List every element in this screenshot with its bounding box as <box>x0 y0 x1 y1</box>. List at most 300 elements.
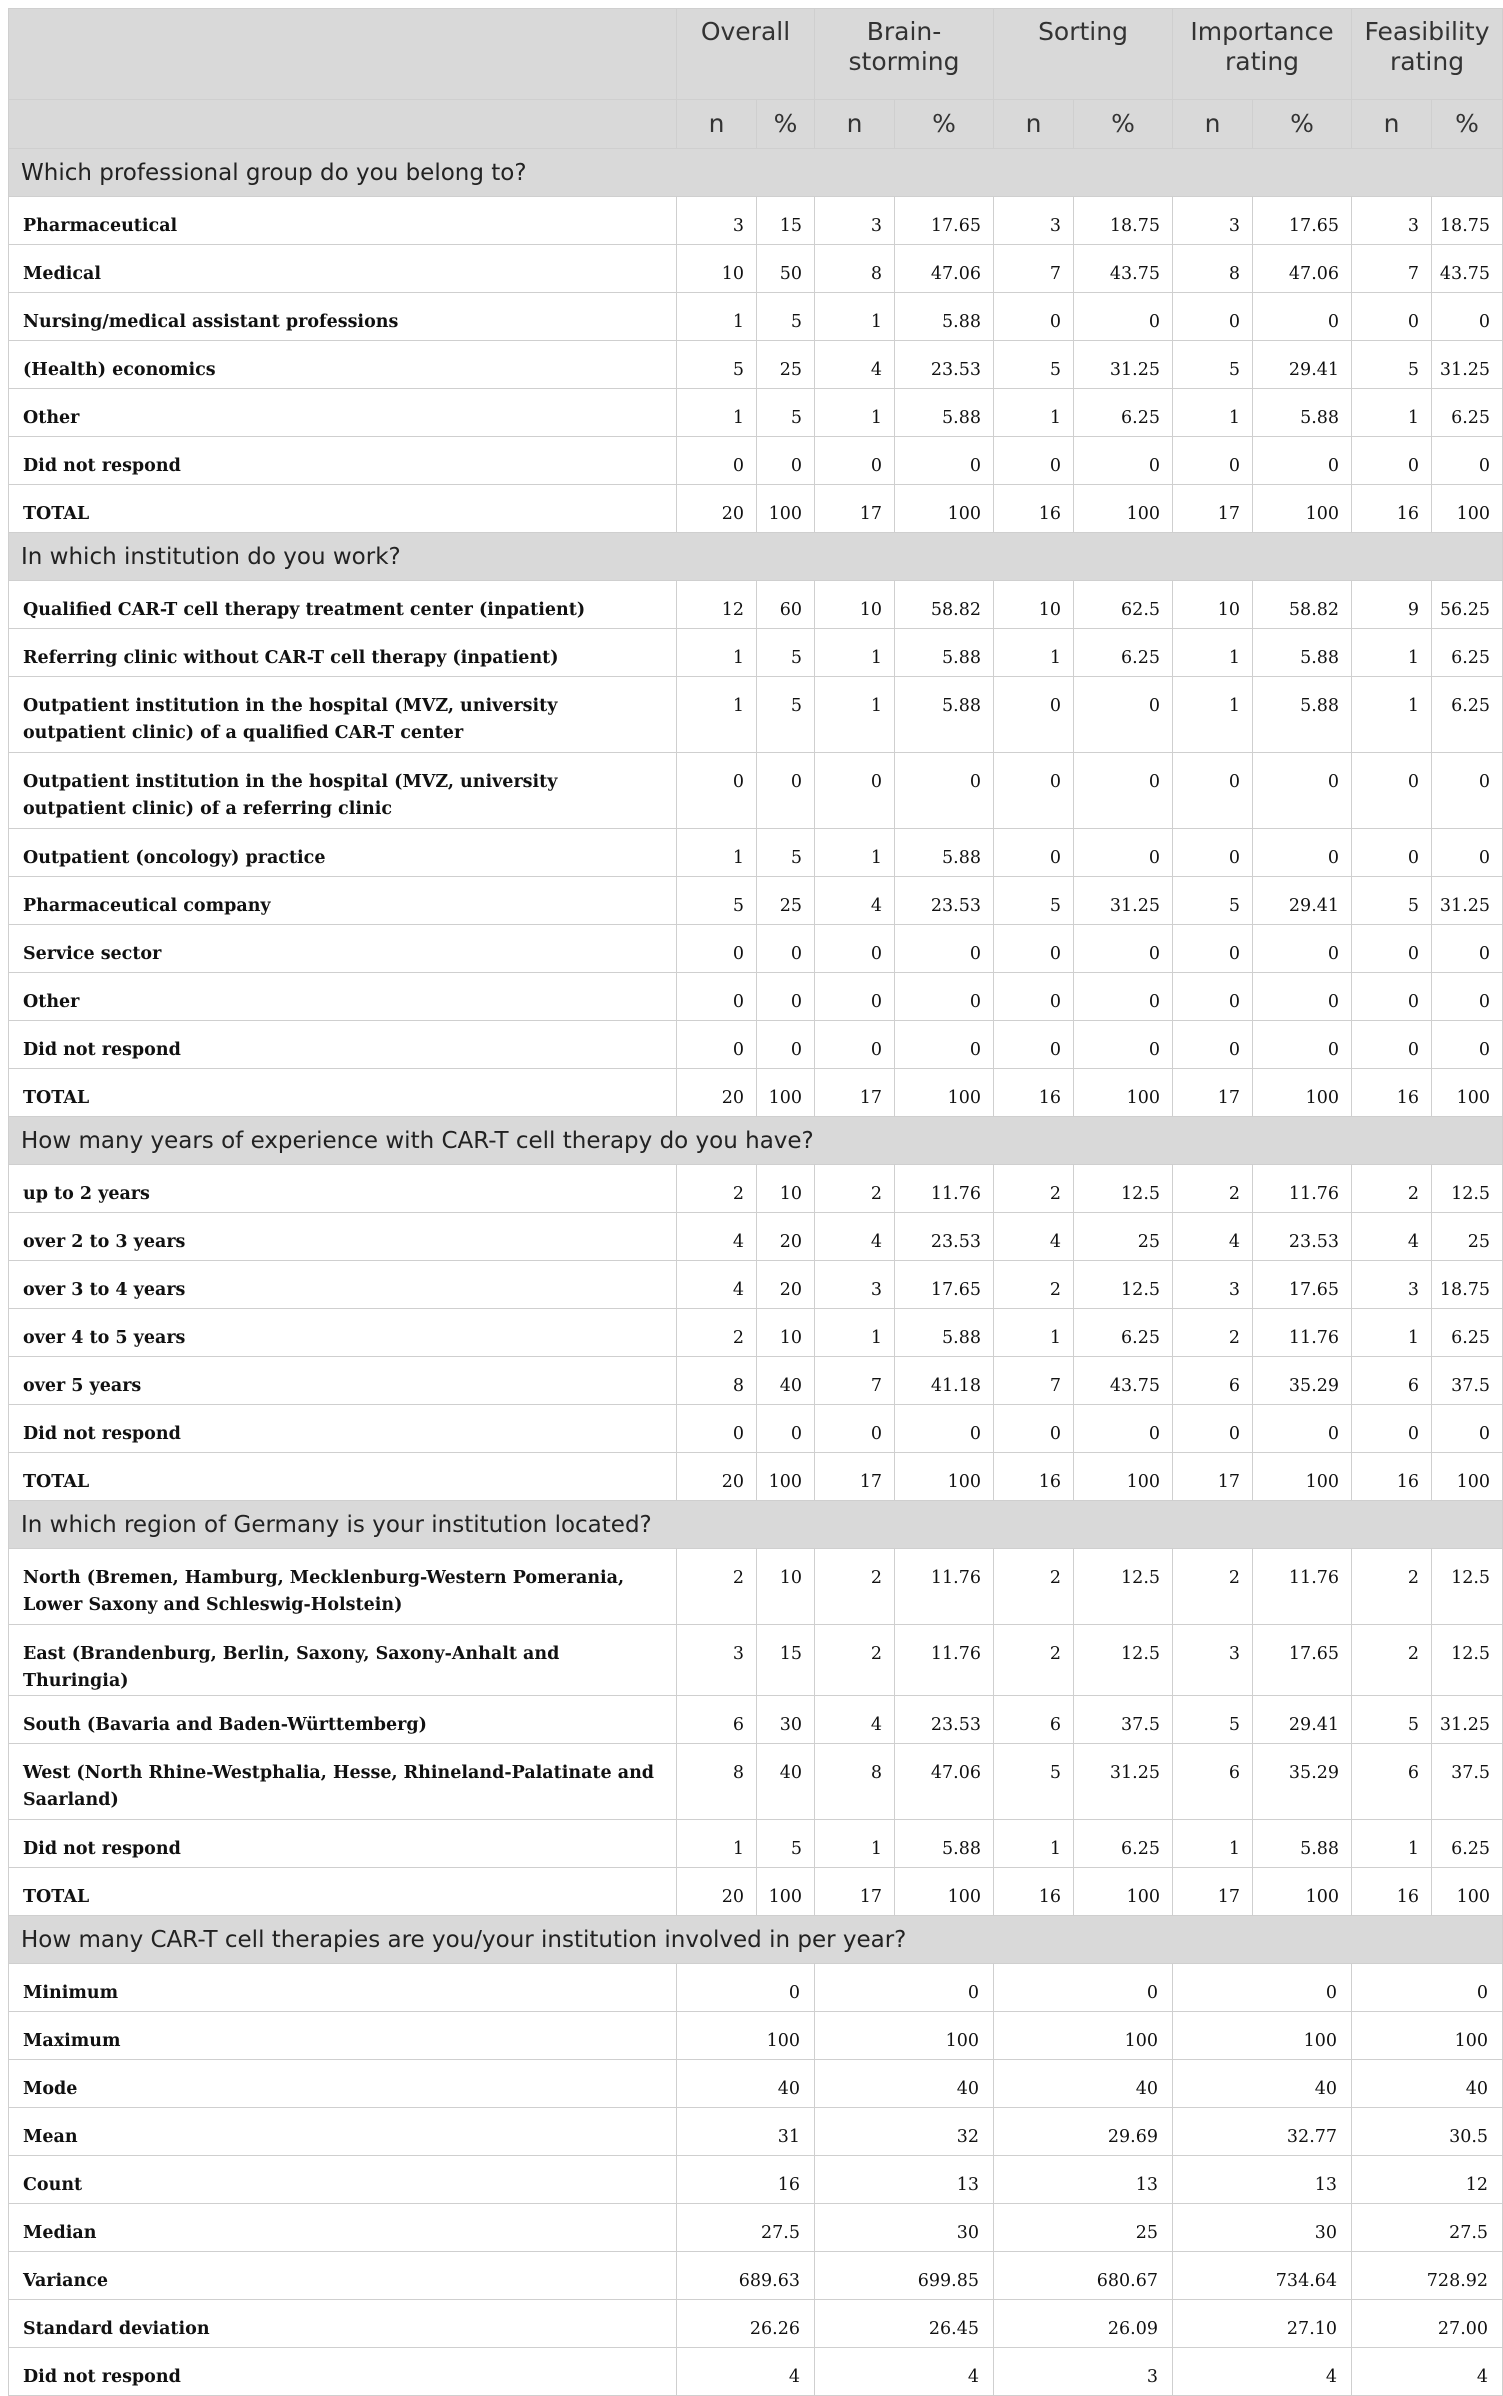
stat-value-cell: 4 <box>1173 2348 1352 2396</box>
stat-row <box>9 2204 1503 2252</box>
count-cell: 17 <box>815 485 895 533</box>
count-cell: 1 <box>677 677 757 753</box>
count-cell: 4 <box>815 1213 895 1261</box>
row-label: South (Bavaria and Baden-Württemberg) <box>9 1696 677 1744</box>
percent-cell: 6.25 <box>1074 1309 1173 1357</box>
table-row <box>9 973 1503 1021</box>
percent-cell: 47.06 <box>895 1744 994 1820</box>
stat-value-cell: 13 <box>994 2156 1173 2204</box>
table-row <box>9 677 1503 753</box>
percent-cell: 5 <box>757 293 815 341</box>
percent-cell: 20 <box>757 1213 815 1261</box>
percent-cell: 100 <box>1074 485 1173 533</box>
count-cell: 3 <box>815 1261 895 1309</box>
count-cell: 7 <box>815 1357 895 1405</box>
percent-cell: 25 <box>757 341 815 389</box>
count-cell: 1 <box>994 629 1074 677</box>
percent-cell: 25 <box>1432 1213 1503 1261</box>
count-cell: 4 <box>677 1213 757 1261</box>
stat-value-cell: 27.00 <box>1352 2300 1503 2348</box>
percent-cell: 10 <box>757 1309 815 1357</box>
percent-cell: 41.18 <box>895 1357 994 1405</box>
count-cell: 7 <box>1352 245 1432 293</box>
count-cell: 4 <box>1352 1213 1432 1261</box>
percent-cell: 23.53 <box>895 877 994 925</box>
percent-cell: 100 <box>1074 1069 1173 1117</box>
percent-cell: 5 <box>757 1820 815 1868</box>
percent-cell: 6.25 <box>1432 629 1503 677</box>
subheader-n: n <box>994 100 1074 149</box>
count-cell: 0 <box>994 753 1074 829</box>
count-cell: 20 <box>677 1069 757 1117</box>
percent-cell: 35.29 <box>1253 1357 1352 1405</box>
percent-cell: 43.75 <box>1074 1357 1173 1405</box>
row-label: Did not respond <box>9 1021 677 1069</box>
count-cell: 2 <box>677 1549 757 1625</box>
count-cell: 1 <box>1173 629 1253 677</box>
group-header-row <box>9 9 1503 100</box>
percent-cell: 12.5 <box>1074 1165 1173 1213</box>
percent-cell: 100 <box>757 1069 815 1117</box>
percent-cell: 31.25 <box>1432 877 1503 925</box>
stat-row <box>9 2252 1503 2300</box>
percent-cell: 100 <box>1074 1453 1173 1501</box>
stat-value-cell: 13 <box>1173 2156 1352 2204</box>
percent-cell: 29.41 <box>1253 1696 1352 1744</box>
count-cell: 12 <box>677 581 757 629</box>
count-cell: 2 <box>1173 1165 1253 1213</box>
row-label: Did not respond <box>9 1405 677 1453</box>
subheader-corner <box>9 100 677 149</box>
count-cell: 0 <box>1352 829 1432 877</box>
percent-cell: 5.88 <box>1253 629 1352 677</box>
group-header-brainstorming: Brain- storming <box>815 9 994 100</box>
percent-cell: 100 <box>895 1453 994 1501</box>
percent-cell: 100 <box>757 1868 815 1916</box>
table-row <box>9 1868 1503 1916</box>
count-cell: 0 <box>994 677 1074 753</box>
count-cell: 0 <box>994 1021 1074 1069</box>
percent-cell: 5.88 <box>1253 677 1352 753</box>
count-cell: 17 <box>1173 1868 1253 1916</box>
count-cell: 16 <box>1352 1868 1432 1916</box>
percent-cell: 6.25 <box>1074 1820 1173 1868</box>
percent-cell: 5.88 <box>895 1309 994 1357</box>
row-label: Mode <box>9 2060 677 2108</box>
count-cell: 0 <box>1352 437 1432 485</box>
percent-cell: 100 <box>1253 1868 1352 1916</box>
percent-cell: 25 <box>1074 1213 1173 1261</box>
count-cell: 2 <box>1352 1549 1432 1625</box>
count-cell: 0 <box>815 1405 895 1453</box>
count-cell: 16 <box>994 1453 1074 1501</box>
subheader-n: n <box>815 100 895 149</box>
percent-cell: 17.65 <box>895 197 994 245</box>
stat-value-cell: 40 <box>994 2060 1173 2108</box>
count-cell: 8 <box>1173 245 1253 293</box>
row-label: Did not respond <box>9 437 677 485</box>
percent-cell: 12.5 <box>1432 1549 1503 1625</box>
percent-cell: 100 <box>1253 1453 1352 1501</box>
percent-cell: 17.65 <box>1253 1625 1352 1696</box>
count-cell: 16 <box>994 485 1074 533</box>
count-cell: 0 <box>1173 753 1253 829</box>
percent-cell: 0 <box>1253 753 1352 829</box>
count-cell: 2 <box>1352 1165 1432 1213</box>
count-cell: 0 <box>1173 925 1253 973</box>
percent-cell: 0 <box>757 925 815 973</box>
percent-cell: 12.5 <box>1074 1549 1173 1625</box>
percent-cell: 10 <box>757 1165 815 1213</box>
count-cell: 8 <box>677 1357 757 1405</box>
percent-cell: 40 <box>757 1357 815 1405</box>
stat-value-cell: 26.26 <box>677 2300 815 2348</box>
subheader-n: n <box>1173 100 1253 149</box>
percent-cell: 5 <box>757 677 815 753</box>
subheader-n: n <box>1352 100 1432 149</box>
percent-cell: 31.25 <box>1074 1744 1173 1820</box>
count-cell: 1 <box>815 1820 895 1868</box>
row-label: Median <box>9 2204 677 2252</box>
count-cell: 5 <box>1173 341 1253 389</box>
percent-cell: 5.88 <box>1253 389 1352 437</box>
percent-cell: 58.82 <box>1253 581 1352 629</box>
percent-cell: 0 <box>1432 973 1503 1021</box>
percent-cell: 0 <box>1074 437 1173 485</box>
percent-cell: 40 <box>757 1744 815 1820</box>
count-cell: 4 <box>815 877 895 925</box>
stat-value-cell: 100 <box>1352 2012 1503 2060</box>
count-cell: 0 <box>815 925 895 973</box>
count-cell: 3 <box>677 1625 757 1696</box>
count-cell: 0 <box>994 1405 1074 1453</box>
stat-value-cell: 0 <box>1173 1964 1352 2012</box>
table-row <box>9 437 1503 485</box>
percent-cell: 5 <box>757 389 815 437</box>
count-cell: 0 <box>1352 293 1432 341</box>
percent-cell: 100 <box>1432 1069 1503 1117</box>
stat-value-cell: 3 <box>994 2348 1173 2396</box>
percent-cell: 100 <box>757 1453 815 1501</box>
stat-value-cell: 40 <box>1352 2060 1503 2108</box>
percent-cell: 0 <box>1074 293 1173 341</box>
stat-row <box>9 2060 1503 2108</box>
percent-cell: 0 <box>895 925 994 973</box>
percent-cell: 0 <box>1432 829 1503 877</box>
table-row <box>9 389 1503 437</box>
count-cell: 0 <box>1352 1405 1432 1453</box>
percent-cell: 0 <box>1432 1405 1503 1453</box>
percent-cell: 18.75 <box>1432 197 1503 245</box>
group-header-importance-rating: Importance rating <box>1173 9 1352 100</box>
table-row <box>9 1453 1503 1501</box>
count-cell: 0 <box>1173 829 1253 877</box>
percent-cell: 100 <box>1253 1069 1352 1117</box>
count-cell: 8 <box>677 1744 757 1820</box>
row-label: over 3 to 4 years <box>9 1261 677 1309</box>
percent-cell: 100 <box>895 485 994 533</box>
percent-cell: 0 <box>1432 293 1503 341</box>
count-cell: 0 <box>815 437 895 485</box>
percent-cell: 0 <box>1253 1405 1352 1453</box>
section-title: How many CAR-T cell therapies are you/your institution involved in per year? <box>9 1916 1503 1964</box>
row-label: West (North Rhine-Westphalia, Hesse, Rhineland-Palatinate and Saarland) <box>9 1744 677 1820</box>
stat-value-cell: 40 <box>815 2060 994 2108</box>
row-label: TOTAL <box>9 1868 677 1916</box>
table-row <box>9 753 1503 829</box>
row-label: Other <box>9 389 677 437</box>
table-row <box>9 293 1503 341</box>
stat-value-cell: 30 <box>815 2204 994 2252</box>
count-cell: 5 <box>1173 1696 1253 1744</box>
table-row <box>9 245 1503 293</box>
percent-cell: 35.29 <box>1253 1744 1352 1820</box>
percent-cell: 0 <box>1074 925 1173 973</box>
table-row <box>9 1165 1503 1213</box>
percent-cell: 58.82 <box>895 581 994 629</box>
table-row <box>9 1820 1503 1868</box>
row-label: Pharmaceutical company <box>9 877 677 925</box>
percent-cell: 0 <box>1253 437 1352 485</box>
count-cell: 0 <box>994 293 1074 341</box>
stat-value-cell: 0 <box>815 1964 994 2012</box>
subheader-pct: % <box>757 100 815 149</box>
table-row <box>9 1309 1503 1357</box>
stat-value-cell: 32 <box>815 2108 994 2156</box>
percent-cell: 0 <box>1432 1021 1503 1069</box>
count-cell: 3 <box>1352 197 1432 245</box>
count-cell: 17 <box>1173 485 1253 533</box>
count-cell: 17 <box>815 1453 895 1501</box>
percent-cell: 0 <box>1253 925 1352 973</box>
percent-cell: 5.88 <box>895 829 994 877</box>
count-cell: 0 <box>1352 753 1432 829</box>
percent-cell: 0 <box>1253 293 1352 341</box>
percent-cell: 5.88 <box>895 1820 994 1868</box>
stat-value-cell: 680.67 <box>994 2252 1173 2300</box>
stat-value-cell: 27.10 <box>1173 2300 1352 2348</box>
stat-row <box>9 2108 1503 2156</box>
row-label: Other <box>9 973 677 1021</box>
percent-cell: 11.76 <box>1253 1549 1352 1625</box>
percent-cell: 5 <box>757 829 815 877</box>
percent-cell: 23.53 <box>895 1213 994 1261</box>
count-cell: 0 <box>815 1021 895 1069</box>
row-label: TOTAL <box>9 1453 677 1501</box>
table-row <box>9 629 1503 677</box>
count-cell: 2 <box>1173 1549 1253 1625</box>
table-row <box>9 485 1503 533</box>
percent-cell: 5 <box>757 629 815 677</box>
table-row <box>9 1069 1503 1117</box>
count-cell: 0 <box>677 437 757 485</box>
row-label: North (Bremen, Hamburg, Mecklenburg-Western Pomerania, Lower Saxony and Schleswig-Holstein) <box>9 1549 677 1625</box>
stat-value-cell: 26.09 <box>994 2300 1173 2348</box>
count-cell: 2 <box>815 1165 895 1213</box>
percent-cell: 5.88 <box>895 389 994 437</box>
percent-cell: 100 <box>1432 1868 1503 1916</box>
table-row <box>9 877 1503 925</box>
percent-cell: 5.88 <box>895 629 994 677</box>
count-cell: 1 <box>815 389 895 437</box>
percent-cell: 47.06 <box>1253 245 1352 293</box>
count-cell: 16 <box>1352 1069 1432 1117</box>
stat-value-cell: 29.69 <box>994 2108 1173 2156</box>
count-cell: 0 <box>815 973 895 1021</box>
percent-cell: 12.5 <box>1074 1261 1173 1309</box>
count-cell: 7 <box>994 245 1074 293</box>
percent-cell: 10 <box>757 1549 815 1625</box>
count-cell: 5 <box>1352 877 1432 925</box>
percent-cell: 20 <box>757 1261 815 1309</box>
count-cell: 0 <box>677 1405 757 1453</box>
stat-value-cell: 32.77 <box>1173 2108 1352 2156</box>
percent-cell: 11.76 <box>895 1549 994 1625</box>
subheader-pct: % <box>1074 100 1173 149</box>
row-label: over 2 to 3 years <box>9 1213 677 1261</box>
table-row <box>9 581 1503 629</box>
row-label: Mean <box>9 2108 677 2156</box>
percent-cell: 6.25 <box>1432 1820 1503 1868</box>
count-cell: 10 <box>994 581 1074 629</box>
count-cell: 4 <box>1173 1213 1253 1261</box>
count-cell: 0 <box>1173 437 1253 485</box>
percent-cell: 60 <box>757 581 815 629</box>
percent-cell: 0 <box>1074 829 1173 877</box>
row-label: TOTAL <box>9 1069 677 1117</box>
count-cell: 0 <box>677 925 757 973</box>
count-cell: 16 <box>1352 485 1432 533</box>
stat-value-cell: 0 <box>994 1964 1173 2012</box>
percent-cell: 56.25 <box>1432 581 1503 629</box>
stat-row <box>9 2348 1503 2396</box>
stat-value-cell: 27.5 <box>677 2204 815 2252</box>
row-label: Outpatient institution in the hospital (MVZ, university outpatient clinic) of a qualified CAR-T center <box>9 677 677 753</box>
percent-cell: 0 <box>1253 973 1352 1021</box>
percent-cell: 0 <box>1074 1021 1173 1069</box>
count-cell: 3 <box>994 197 1074 245</box>
section-header-row <box>9 1117 1503 1165</box>
stat-row <box>9 2156 1503 2204</box>
table-row <box>9 1357 1503 1405</box>
percent-cell: 15 <box>757 1625 815 1696</box>
count-cell: 16 <box>994 1868 1074 1916</box>
row-label: Medical <box>9 245 677 293</box>
count-cell: 3 <box>1173 1261 1253 1309</box>
percent-cell: 0 <box>1432 437 1503 485</box>
count-cell: 0 <box>994 437 1074 485</box>
row-label: up to 2 years <box>9 1165 677 1213</box>
row-label: Did not respond <box>9 1820 677 1868</box>
count-cell: 0 <box>1352 973 1432 1021</box>
subheader-n: n <box>677 100 757 149</box>
percent-cell: 11.76 <box>895 1625 994 1696</box>
percent-cell: 100 <box>1253 485 1352 533</box>
percent-cell: 0 <box>757 973 815 1021</box>
stat-row <box>9 2012 1503 2060</box>
percent-cell: 11.76 <box>895 1165 994 1213</box>
count-cell: 9 <box>1352 581 1432 629</box>
row-label: Minimum <box>9 1964 677 2012</box>
group-header-feasibility-rating: Feasibility rating <box>1352 9 1503 100</box>
table-row <box>9 1261 1503 1309</box>
table-row <box>9 1549 1503 1625</box>
percent-cell: 12.5 <box>1074 1625 1173 1696</box>
count-cell: 0 <box>815 753 895 829</box>
percent-cell: 15 <box>757 197 815 245</box>
count-cell: 0 <box>677 1021 757 1069</box>
row-label: East (Brandenburg, Berlin, Saxony, Saxony-Anhalt and Thuringia) <box>9 1625 677 1696</box>
count-cell: 2 <box>994 1549 1074 1625</box>
percent-cell: 100 <box>1432 1453 1503 1501</box>
count-cell: 1 <box>815 829 895 877</box>
percent-cell: 23.53 <box>895 1696 994 1744</box>
percent-cell: 43.75 <box>1074 245 1173 293</box>
row-label: Outpatient (oncology) practice <box>9 829 677 877</box>
stat-value-cell: 4 <box>815 2348 994 2396</box>
subheader-pct: % <box>1432 100 1503 149</box>
percent-cell: 12.5 <box>1432 1625 1503 1696</box>
count-cell: 17 <box>815 1069 895 1117</box>
percent-cell: 0 <box>895 1021 994 1069</box>
percent-cell: 18.75 <box>1432 1261 1503 1309</box>
count-cell: 6 <box>1173 1744 1253 1820</box>
count-cell: 6 <box>677 1696 757 1744</box>
count-cell: 16 <box>1352 1453 1432 1501</box>
row-label: Outpatient institution in the hospital (MVZ, university outpatient clinic) of a referring clinic <box>9 753 677 829</box>
percent-cell: 47.06 <box>895 245 994 293</box>
count-cell: 1 <box>1352 1309 1432 1357</box>
count-cell: 3 <box>815 197 895 245</box>
table-row <box>9 1696 1503 1744</box>
percent-cell: 23.53 <box>895 341 994 389</box>
count-cell: 20 <box>677 485 757 533</box>
count-cell: 0 <box>677 753 757 829</box>
count-cell: 5 <box>994 341 1074 389</box>
percent-cell: 5.88 <box>895 677 994 753</box>
count-cell: 2 <box>1352 1625 1432 1696</box>
percent-cell: 29.41 <box>1253 341 1352 389</box>
percent-cell: 11.76 <box>1253 1165 1352 1213</box>
count-cell: 1 <box>815 1309 895 1357</box>
stat-value-cell: 13 <box>815 2156 994 2204</box>
section-title: In which region of Germany is your institution located? <box>9 1501 1503 1549</box>
count-cell: 17 <box>1173 1453 1253 1501</box>
stat-value-cell: 25 <box>994 2204 1173 2252</box>
percent-cell: 23.53 <box>1253 1213 1352 1261</box>
percent-cell: 100 <box>1432 485 1503 533</box>
percent-cell: 37.5 <box>1432 1744 1503 1820</box>
count-cell: 5 <box>677 877 757 925</box>
percent-cell: 50 <box>757 245 815 293</box>
count-cell: 17 <box>1173 1069 1253 1117</box>
percent-cell: 31.25 <box>1074 877 1173 925</box>
count-cell: 2 <box>815 1549 895 1625</box>
percent-cell: 25 <box>757 877 815 925</box>
percent-cell: 11.76 <box>1253 1309 1352 1357</box>
count-cell: 0 <box>677 973 757 1021</box>
section-title: How many years of experience with CAR-T cell therapy do you have? <box>9 1117 1503 1165</box>
count-cell: 1 <box>677 1820 757 1868</box>
percent-cell: 0 <box>1253 1021 1352 1069</box>
percent-cell: 6.25 <box>1074 629 1173 677</box>
section-title: Which professional group do you belong to? <box>9 149 1503 197</box>
count-cell: 0 <box>1173 293 1253 341</box>
count-cell: 1 <box>994 1309 1074 1357</box>
count-cell: 2 <box>994 1625 1074 1696</box>
stat-value-cell: 734.64 <box>1173 2252 1352 2300</box>
percent-cell: 37.5 <box>1432 1357 1503 1405</box>
